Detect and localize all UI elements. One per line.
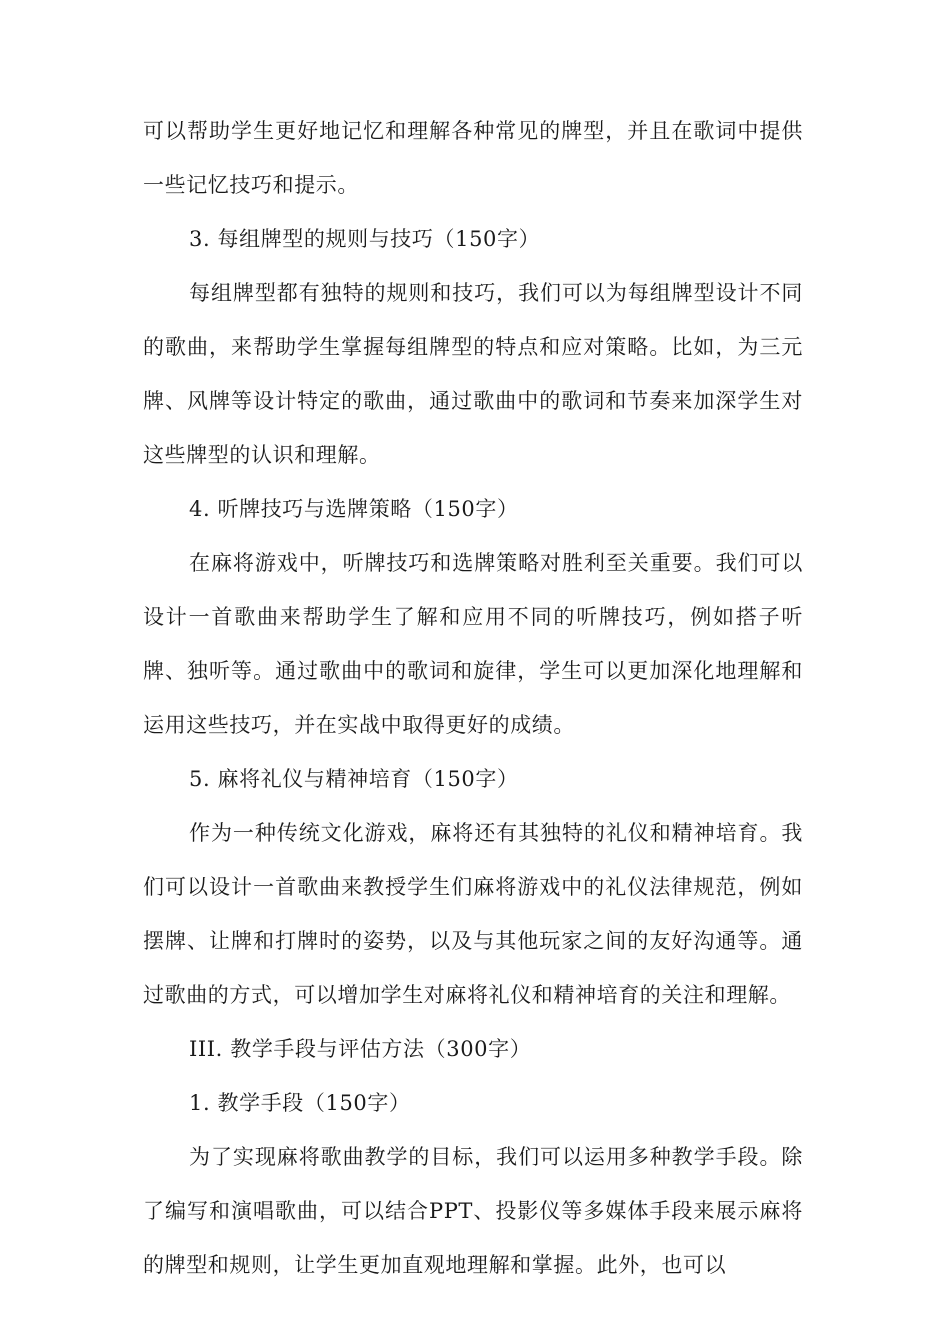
paragraph-etiquette: 作为一种传统文化游戏，麻将还有其独特的礼仪和精神培育。我们可以设计一首歌曲来教授学生们麻将游戏中的礼仪法律规范，例如摆牌、让牌和打牌时的姿势，以及与其他玩家之间的友好沟通等。通过歌曲的方式，可以增加学生对麻将礼仪和精神培育的关注和理解。: [143, 821, 803, 1007]
section-heading-teaching-means: 1. 教学手段（150字）: [189, 1091, 411, 1115]
paragraph-memory-tips: 可以帮助学生更好地记忆和理解各种常见的牌型，并且在歌词中提供一些记忆技巧和提示。: [143, 119, 803, 197]
paragraph-listening-strategy: 在麻将游戏中，听牌技巧和选牌策略对胜利至关重要。我们可以设计一首歌曲来帮助学生了解和应用不同的听牌技巧，例如搭子听牌、独听等。通过歌曲中的歌词和旋律，学生可以更加深化地理解和运用这些技巧，并在实战中取得更好的成绩。: [143, 551, 803, 737]
document-body: [143, 104, 803, 1292]
section-heading-tile-rules: 3. 每组牌型的规则与技巧（150字）: [189, 227, 541, 251]
paragraph-teaching-means: 为了实现麻将歌曲教学的目标，我们可以运用多种教学手段。除了编写和演唱歌曲，可以结合PPT、投影仪等多媒体手段来展示麻将的牌型和规则，让学生更加直观地理解和掌握。此外，也可以: [143, 1145, 803, 1277]
section-heading-listening-strategy: 4. 听牌技巧与选牌策略（150字）: [189, 497, 519, 521]
paragraph-tile-rules: 每组牌型都有独特的规则和技巧，我们可以为每组牌型设计不同的歌曲，来帮助学生掌握每组牌型的特点和应对策略。比如，为三元牌、风牌等设计特定的歌曲，通过歌曲中的歌词和节奏来加深学生对这些牌型的认识和理解。: [143, 281, 803, 467]
section-heading-etiquette: 5. 麻将礼仪与精神培育（150字）: [189, 767, 519, 791]
section-heading-methods-evaluation: III. 教学手段与评估方法（300字）: [189, 1037, 532, 1061]
